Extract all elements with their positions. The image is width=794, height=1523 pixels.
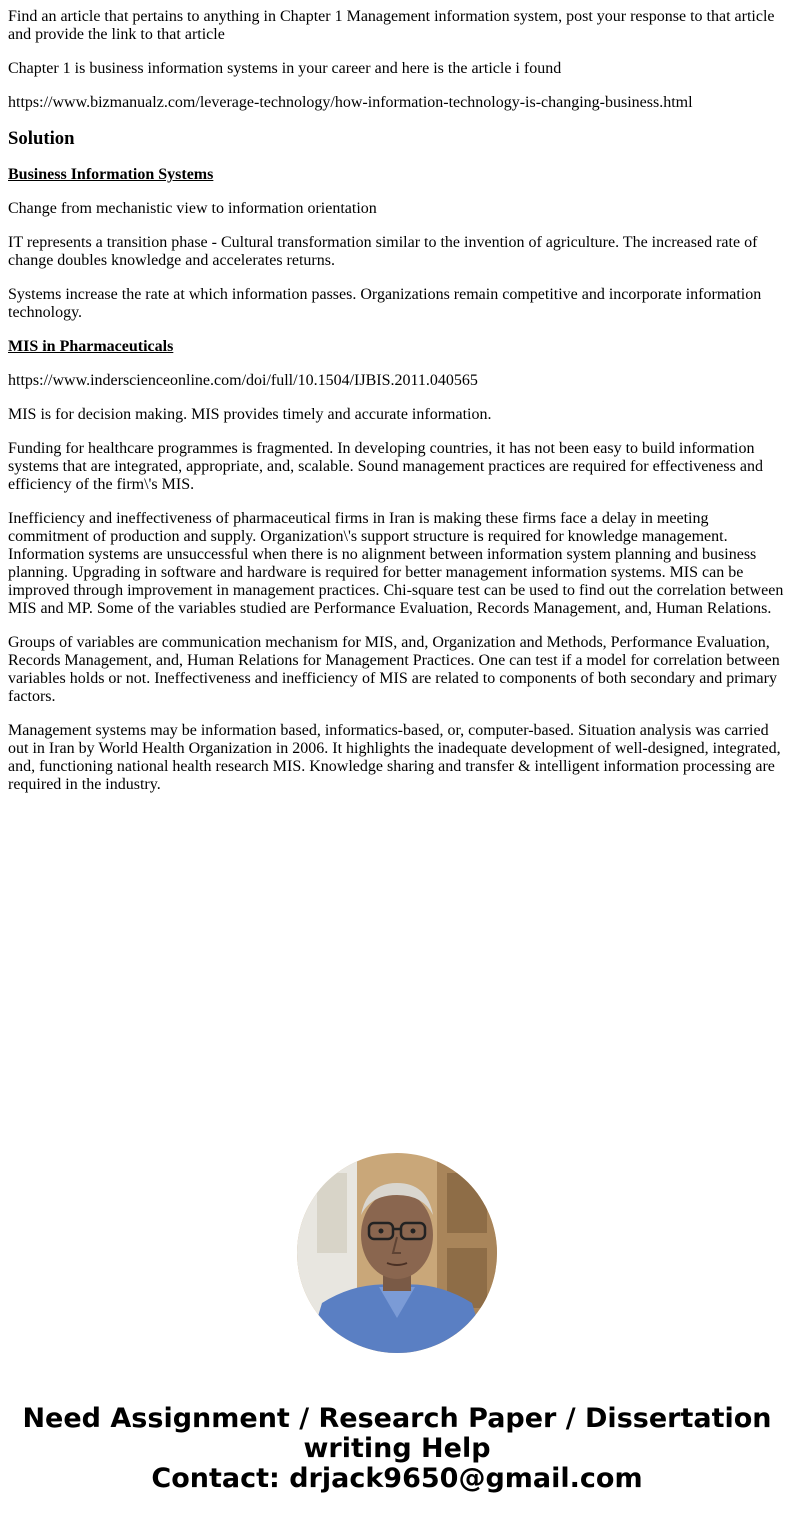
paragraph: Funding for healthcare programmes is fragmented. In developing countries, it has not been easy to build information systems that are integrated, appropriate, and, scalable. Sound management practices are required for effectiveness and efficiency of the firm\'s MIS. — [8, 440, 763, 493]
promo-line: Need Assignment / Research Paper / Dissertation — [22, 1403, 772, 1434]
paragraph: MIS is for decision making. MIS provides timely and accurate information. — [8, 406, 492, 423]
section-title-business-information-systems: Business Information Systems — [8, 166, 214, 183]
question-prompt: Find an article that pertains to anything in Chapter 1 Management information system, post your response to that article and provide the link to that article — [8, 8, 775, 43]
section-title-mis-in-pharmaceuticals: MIS in Pharmaceuticals — [8, 338, 174, 355]
paragraph: Systems increase the rate at which information passes. Organizations remain competitive and incorporate information technology. — [8, 286, 762, 321]
paragraph: Change from mechanistic view to information orientation — [8, 200, 377, 217]
paragraph: IT represents a transition phase - Cultural transformation similar to the invention of agriculture. The increased rate of change doubles knowledge and accelerates returns. — [8, 234, 758, 269]
author-photo-illustration — [297, 1153, 497, 1353]
paragraph: Inefficiency and ineffectiveness of pharmaceutical firms in Iran is making these firms face a delay in meeting commitment of production and supply. Organization\'s support structure is required for knowledge management. Information systems are unsuccessful when there is no alignment between information system planning and business planning. Upgrading in software and hardware is required for better management information systems. MIS can be improved through improvement in management practices. Chi-square test can be used to find out the correlation between MIS and MP. Some of the variables studied are Performance Evaluation, Records Management, and, Human Relations. — [8, 510, 784, 617]
promo-line: writing Help — [303, 1433, 491, 1464]
promo-contact: Contact: drjack9650@gmail.com — [151, 1463, 643, 1494]
paragraph: Groups of variables are communication mechanism for MIS, and, Organization and Methods, Performance Evaluation, Records Management, and, Human Relations for Management Practices. One can test if a model for correlation between variables holds or not. Ineffectiveness and inefficiency of MIS are related to components of both secondary and primary factors. — [8, 634, 780, 705]
reference-link: https://www.inderscienceonline.com/doi/full/10.1504/IJBIS.2011.040565 — [8, 372, 478, 389]
promo-banner — [0, 1404, 794, 1494]
document-body — [8, 8, 786, 810]
paragraph: Management systems may be information based, informatics-based, or, computer-based. Situation analysis was carried out in Iran by World Health Organization in 2006. It highlights the inadequate development of well-designed, integrated, and, functioning national health research MIS. Knowledge sharing and transfer & intelligent information processing are required in the industry. — [8, 722, 781, 793]
chapter-note: Chapter 1 is business information systems in your career and here is the article i found — [8, 60, 562, 77]
author-photo — [297, 1153, 497, 1353]
solution-heading: Solution — [8, 128, 75, 149]
article-link: https://www.bizmanualz.com/leverage-technology/how-information-technology-is-changing-business.html — [8, 94, 693, 111]
